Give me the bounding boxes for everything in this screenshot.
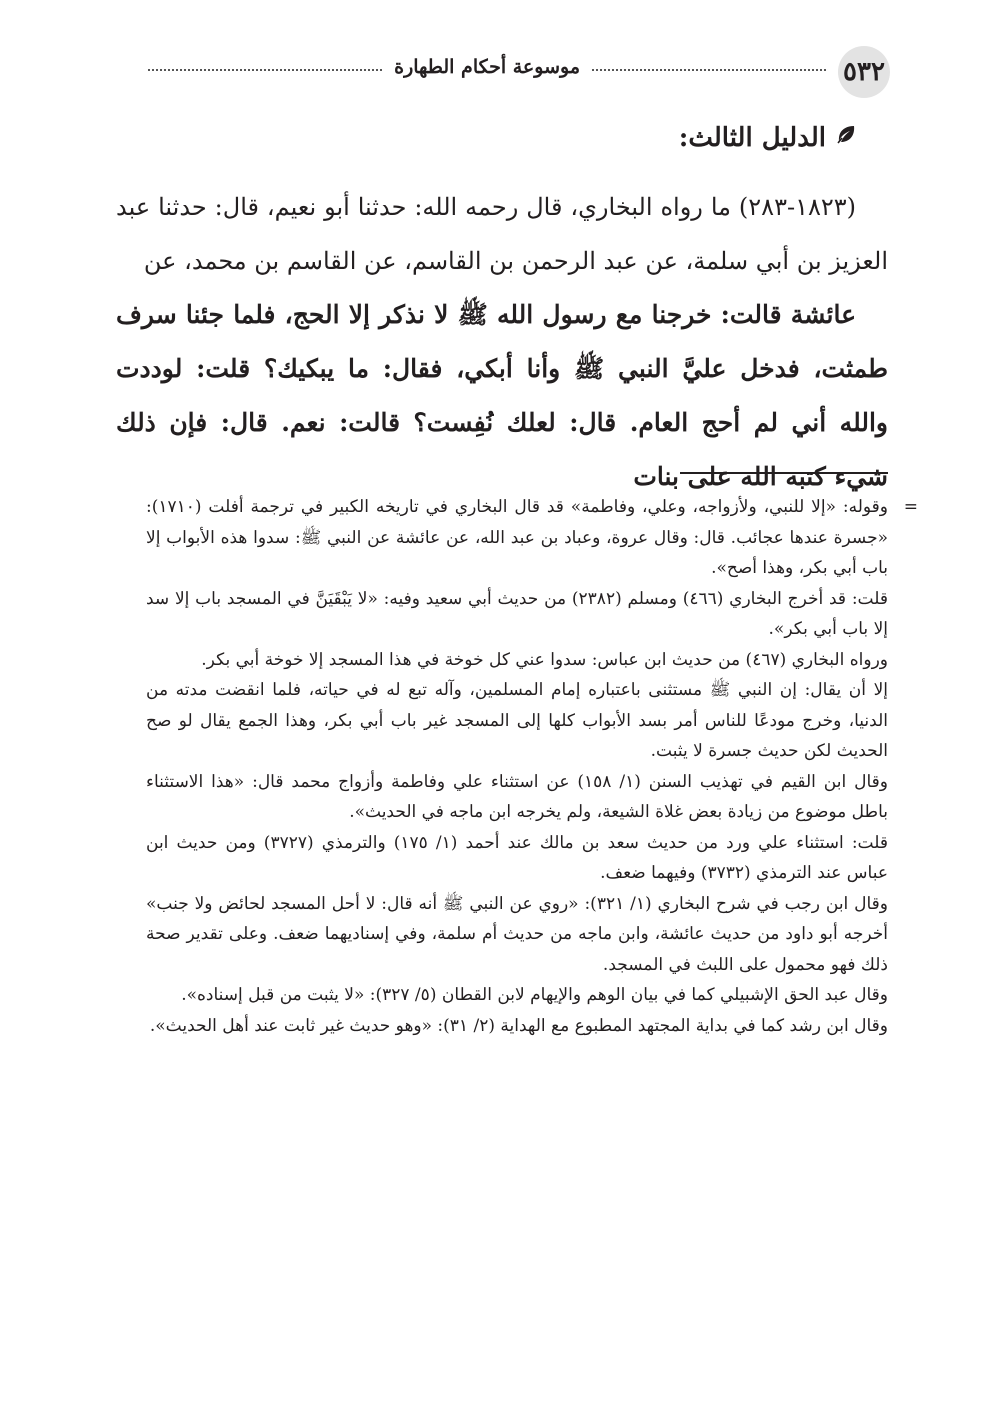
hadith-text-paragraph: عائشة قالت: خرجنا مع رسول الله ﷺ لا نذكر إلا الحج، فلما جئنا سرف طمثت، فدخل عليَّ النبي ﷺ وأنا أبكي، فقال: ما يبكيك؟ قلت: لوددت والله أني لم أحج العام. قال: لعلك نُفِست؟ قالت: نعم. قال: فإن ذلك شيء كتبه الله على بنات — [116, 300, 888, 491]
footnote-paragraph: ورواه البخاري (٤٦٧) من حديث ابن عباس: سدوا عني كل خوخة في هذا المسجد إلا خوخة أبي بكر. — [201, 649, 888, 670]
main-text — [116, 180, 888, 504]
footnote-paragraph: إلا أن يقال: إن النبي ﷺ مستثنى باعتباره إمام المسلمين، وآله تبع له في حياته، فلما انقضت مدته من الدنيا، وخرج مودعًا للناس أمر بسد الأبواب كلها إلى المسجد غير باب أبي بكر، وهذا الجمع يقال لو صح الحديث لكن حديث جسرة لا يثبت. — [146, 680, 888, 761]
footnote-paragraph: قلت: استثناء علي ورد من حديث سعد بن مالك عند أحمد (١/ ١٧٥) والترمذي (٣٧٢٧) ومن حديث ابن عباس عند الترمذي (٣٧٣٢) وفيهما ضعف. — [146, 832, 888, 883]
footnote-divider — [680, 472, 888, 474]
section-heading-text: الدليل الثالث: — [678, 122, 826, 153]
book-title: موسوعة أحكام الطهارة — [384, 56, 590, 78]
section-heading — [679, 122, 858, 153]
footnotes — [146, 492, 918, 1041]
leaf-ornament-icon — [834, 122, 858, 153]
footnote-continuation-marker: = — [903, 497, 918, 517]
footnote-paragraph: وقال ابن القيم في تهذيب السنن (١/ ١٥٨) عن استثناء علي وفاطمة وأزواج محمد قال: «هذا الاستثناء باطل موضوع من زيادة بعض غلاة الشيعة، ولم يخرجه ابن ماجه في الحديث». — [146, 771, 888, 822]
hadith-chain-paragraph: (١٨٢٣-٢٨٣) ما رواه البخاري، قال رحمه الله: حدثنا أبو نعيم، قال: حدثنا عبد العزيز بن أبي سلمة، عن عبد الرحمن بن القاسم، عن القاسم بن محمد، عن — [116, 193, 888, 275]
page-number-badge: ٥٣٢ — [838, 46, 890, 98]
footnote-paragraph: وقال ابن رشد كما في بداية المجتهد المطبوع مع الهداية (٢/ ٣١): «وهو حديث غير ثابت عند أهل الحديث». — [149, 1015, 888, 1036]
footnote-paragraph: وقال عبد الحق الإشبيلي كما في بيان الوهم والإيهام لابن القطان (٥/ ٣٢٧): «لا يثبت من قبل إسناده». — [181, 985, 888, 1005]
running-header — [148, 42, 890, 98]
footnote-paragraph: وقوله: «إلا للنبي، ولأزواجه، وعلي، وفاطمة» قد قال البخاري في تاريخه الكبير في ترجمة أفلت (١٧١٠): «جسرة عندها عجائب. قال: وقال عروة، وعباد بن عبد الله، عن عائشة عن النبي ﷺ: سدوا هذه الأبواب إلا باب أبي بكر، وهذا أصح». — [146, 497, 888, 578]
footnote-paragraph: قلت: قد أخرج البخاري (٤٦٦) ومسلم (٢٣٨٢) من حديث أبي سعيد وفيه: «لا يَبْقَيَنَّ في المسجد باب إلا سد إلا باب أبي بكر». — [146, 588, 888, 639]
footnote-paragraph: وقال ابن رجب في شرح البخاري (١/ ٣٢١): «روي عن النبي ﷺ أنه قال: لا أحل المسجد لحائض ولا جنب» أخرجه أبو داود من حديث عائشة، وابن ماجه من حديث أم سلمة، وفي إسناديهما ضعف. وعلى تقدير صحة ذلك فهو محمول على اللبث في المسجد. — [146, 893, 888, 975]
